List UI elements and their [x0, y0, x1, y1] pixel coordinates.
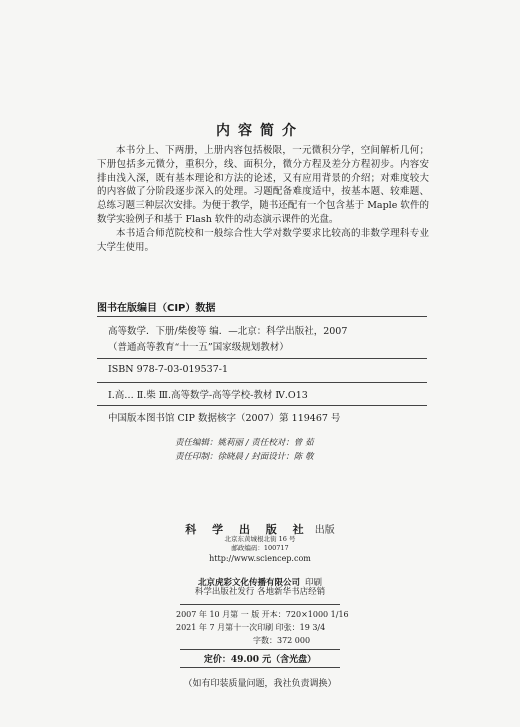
divider — [97, 382, 427, 383]
quality-notice: （如有印装质量问题，我社负责调换） — [183, 679, 337, 689]
credits-editors: 责任编辑：姚莉丽 / 责任校对：曾 茹 — [175, 438, 314, 448]
divider — [180, 667, 340, 668]
word-count: 字数：372 000 — [253, 636, 311, 645]
printer-suffix: 印刷 — [305, 578, 323, 588]
publisher-suffix: 出版 — [314, 525, 335, 536]
intro-paragraph: 本书适合师范院校和一般综合性大学对数学要求比较高的非数学理科专业大学生使用。 — [97, 227, 429, 253]
intro-paragraph: 本书分上、下两册，上册内容包括极限，一元微积分学，空间解析几何；下册包括多元微分，重积分，线、面积分，微分方程及差分方程初步。内容安排由浅入深，既有基本理论和方法的论述，又有应用背景的介绍；对难度较大的内容做了分阶段逐步深入的处理。习题配备难度适中，按基本题、较难题、总练习题三种层次安排。为便于教学，随书还配有一个包含基于 Maple 软件的数学实验例子和基于 Flash 软件的动态演示课件的光盘。 — [97, 145, 429, 225]
edition-line: 2021 年 7 月第十一次印刷 印张：19 3/4 — [176, 623, 326, 632]
divider — [180, 604, 340, 605]
cip-line: Ⅰ.高… Ⅱ.柴 Ⅲ.高等数学-高等学校-教材 Ⅳ.O13 — [108, 390, 308, 401]
intro-title: 内容简介 — [216, 123, 304, 139]
publisher-website: http://www.sciencep.com — [209, 554, 311, 563]
price: 定价：49.00 元（含光盘） — [203, 655, 317, 665]
cip-line: （普通高等教育“十一五”国家级规划教材） — [108, 342, 289, 353]
printer-name: 北京虎彩文化传播有限公司 — [197, 578, 300, 588]
intro-text — [97, 144, 429, 254]
divider — [97, 358, 427, 359]
divider — [180, 649, 340, 650]
publisher-address: 北京东黄城根北街 16 号 — [224, 535, 296, 543]
publisher-postcode: 邮政编码：100717 — [231, 544, 289, 552]
cip-line: 中国版本图书馆 CIP 数据核字（2007）第 119467 号 — [108, 413, 341, 424]
divider — [97, 316, 427, 317]
cip-heading: 图书在版编目（CIP）数据 — [97, 303, 216, 314]
publisher-name: 科 学 出 版 社 — [185, 523, 310, 536]
distribution-line: 科学出版社发行 各地新华书店经销 — [194, 587, 326, 597]
credits-production: 责任印制：徐晓晨 / 封面设计：陈 敬 — [175, 452, 314, 462]
cip-line: ISBN 978-7-03-019537-1 — [108, 364, 228, 375]
cip-line: 高等数学．下册/柴俊等 编．—北京：科学出版社，2007 — [108, 326, 348, 337]
divider — [97, 405, 427, 406]
edition-line: 2007 年 10 月第 一 版 开本：720×1000 1/16 — [176, 610, 349, 619]
